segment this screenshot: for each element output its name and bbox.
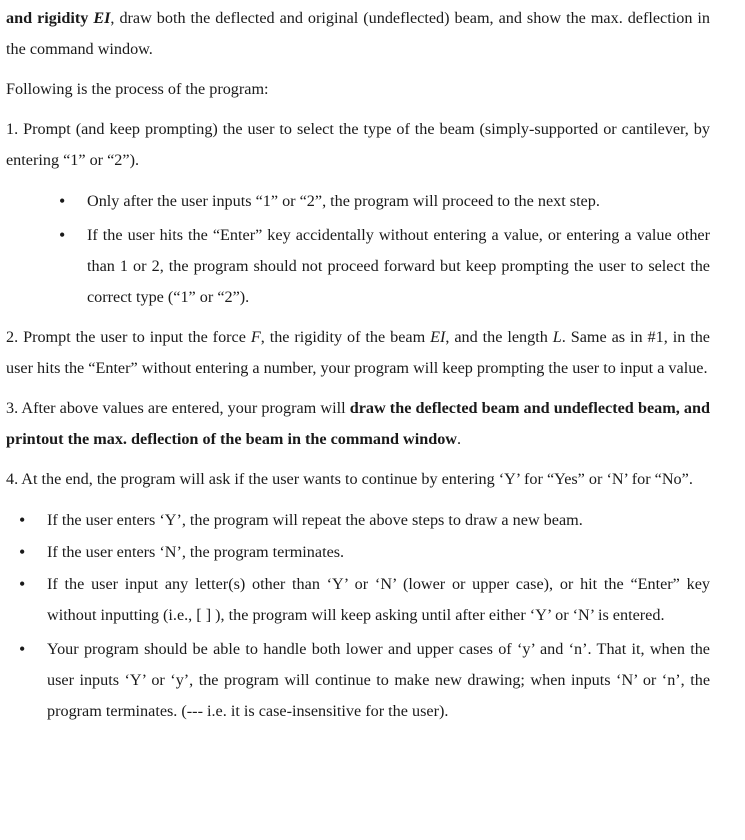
step1-paragraph: 1. Prompt (and keep prompting) the user to select the type of the beam (simply-supported or cantilever, by entering “1” or “2”). <box>6 120 710 169</box>
bullet-dot-icon: • <box>59 191 66 211</box>
step4-bullet-text: Your program should be able to handle both lower and upper cases of ‘y’ and ‘n’. That it, when the user inputs ‘Y’ or ‘y’, the program will continue to make new drawing; when inputs ‘N’ or ‘n’, the program terminates. (--- i.e. it is case-insensitive for the user). <box>47 640 710 720</box>
step1-bullet-item <box>6 186 710 217</box>
step2-text: . Same as in #1, in the user hits the “Enter” without entering a number, your program will keep prompting the user to input a value. <box>6 328 710 377</box>
bullet-dot-icon: • <box>19 639 26 659</box>
step4-bullet-list <box>6 505 710 727</box>
step3-text: . <box>457 430 462 448</box>
step3-paragraph <box>6 393 710 455</box>
force-symbol: F <box>250 328 261 346</box>
bullet-dot-icon: • <box>19 542 26 562</box>
bullet-dot-icon: • <box>19 510 26 530</box>
step4-bullet-item <box>6 505 710 536</box>
rigidity-symbol: EI <box>430 328 446 346</box>
step1-bullet-text: If the user hits the “Enter” key accidentally without entering a value, or entering a value other than 1 or 2, the program should not proceed forward but keep prompting the user to select the correct type (“1” or “2”). <box>87 226 710 306</box>
step2-text: , the rigidity of the beam <box>260 328 431 346</box>
step3-text: 3. After above values are entered, your program will <box>6 399 350 417</box>
step2-text: , and the length <box>445 328 553 346</box>
step4-bullet-text: If the user enters ‘Y’, the program will repeat the above steps to draw a new beam. <box>47 511 583 529</box>
intro-text: , draw both the deflected and original (undeflected) beam, and show the max. deflection in the command window. <box>6 9 710 58</box>
length-symbol: L <box>552 328 562 346</box>
step4-bullet-item <box>6 569 710 631</box>
step2-text: 2. Prompt the user to input the force <box>6 328 251 346</box>
step4-bullet-text: If the user input any letter(s) other than ‘Y’ or ‘N’ (lower or upper case), or hit the “Enter” key without inputting (i.e., [ ] ), the program will keep asking until after either ‘Y’ or ‘N’ is entered. <box>47 575 710 624</box>
step4-bullet-item <box>6 537 710 568</box>
step4-paragraph: 4. At the end, the program will ask if the user wants to continue by entering ‘Y’ for “Yes” or ‘N’ for “No”. <box>6 470 693 488</box>
step1-bullet-text: Only after the user inputs “1” or “2”, the program will proceed to the next step. <box>87 192 600 210</box>
intro-bold-text: and rigidity <box>6 9 94 27</box>
step4-bullet-text: If the user enters ‘N’, the program terminates. <box>47 543 345 561</box>
document-body <box>6 0 710 727</box>
step4-bullet-item <box>6 634 710 727</box>
bullet-dot-icon: • <box>59 225 66 245</box>
step1-bullet-list <box>6 186 710 313</box>
intro-ei-symbol: EI <box>93 9 111 27</box>
step1-bullet-item <box>6 220 710 313</box>
step3-bold-text: draw the deflected beam and undeflected beam, and printout the max. deflection of the beam in the command window <box>6 399 710 448</box>
process-heading: Following is the process of the program: <box>6 80 269 98</box>
bullet-dot-icon: • <box>19 574 26 594</box>
step2-paragraph <box>6 322 710 384</box>
intro-paragraph <box>6 3 710 65</box>
